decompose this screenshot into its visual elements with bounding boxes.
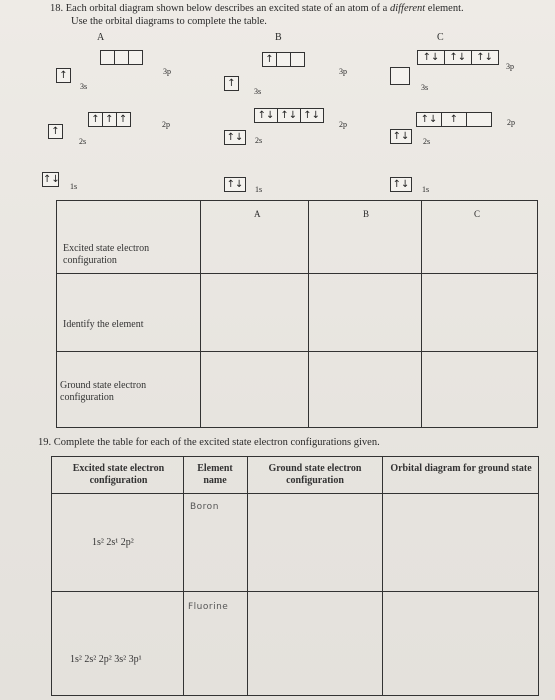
c-1s-label: 1s [422,185,430,194]
b-1s-box-row [224,177,245,192]
a-1s-box-row [42,172,58,187]
table1-header-b: B [363,209,370,219]
row-label-ground-config: Ground state electron configuration [60,380,147,403]
a-2p-box-1: ↑ [88,112,103,127]
b-3s-box: ↑ [224,76,239,91]
c-2p-box-1: ↑↓ [416,112,442,127]
c-3s-box [390,67,410,85]
b-2p-box-3: ↑↓ [300,108,324,123]
a-3s-box-row [56,68,70,83]
table1-header-a: A [254,209,261,219]
b-2p-box-1: ↑↓ [254,108,278,123]
a-3p-box-1 [100,50,115,65]
row2-element-handwritten: Fluorine [188,602,229,612]
c-3p-label: 3p [506,62,514,71]
row1-orbital-diagram-cell[interactable] [383,494,538,591]
q19-number: 19. [38,437,52,448]
a-3p-box-3 [128,50,143,65]
b-3p-box-3 [290,52,305,67]
a-3s-box: ↑ [56,68,71,83]
c-3p-box-3: ↑↓ [471,50,499,65]
b-3p-box-2 [276,52,291,67]
a-2s-box-row [48,124,62,139]
b-2s-box: ↑↓ [224,130,246,145]
a-2s-label: 2s [79,137,87,146]
diagram-letter-c: C [437,32,444,43]
diagram-letter-a: A [97,32,105,43]
a-2s-box: ↑ [48,124,63,139]
c-2p-box-2: ↑ [441,112,467,127]
a-3p-box-2 [114,50,129,65]
c-2s-box: ↑↓ [390,129,412,144]
row2-ground-config-cell[interactable] [248,592,382,695]
row1-excited-config: 1s² 2s¹ 2p² [92,537,134,548]
table2-header-excited: Excited state electron configuration [72,463,165,486]
q18-number: 18. [50,3,64,14]
a-2p-box-2: ↑ [102,112,117,127]
a-2p-box-3: ↑ [116,112,131,127]
b-1s-label: 1s [255,185,263,194]
a-2p-label: 2p [162,120,170,129]
question-19 [38,437,380,448]
c-2s-box-row [390,129,411,144]
a-3p-boxes [100,50,141,65]
b-3p-label: 3p [339,67,347,76]
a-1s-label: 1s [70,182,78,191]
question-18 [50,2,550,28]
a-1s-box: ↑↓ [43,174,60,185]
c-3s-box-row [390,67,409,85]
q19-text: Complete the table for each of the excited state electron configurations given. [53,437,380,448]
cell-a-identify[interactable] [201,274,308,351]
c-2p-label: 2p [507,118,515,127]
row-label-excited-config: Excited state electron configuration [63,243,150,266]
q18-line1a: Each orbital diagram shown below describes an excited state of an atom of a [65,3,390,14]
c-3p-box-2: ↑↓ [444,50,472,65]
b-1s-box: ↑↓ [224,177,246,192]
c-1s-box-row [390,177,411,192]
q18-line2: Use the orbital diagrams to complete the table. [71,16,267,27]
b-2p-box-2: ↑↓ [277,108,301,123]
c-3p-boxes [417,50,497,65]
q18-line1c: element. [425,3,464,14]
a-2p-boxes [88,112,129,127]
diagram-letter-b: B [275,32,282,43]
q18-emphasis: different [389,3,426,14]
table2-header-ground: Ground state electron configuration [268,463,362,486]
cell-b-identify[interactable] [309,274,421,351]
c-2p-boxes [416,112,490,127]
b-3s-box-row [224,76,238,91]
row2-excited-config: 1s² 2s² 2p² 3s² 3p¹ [70,654,142,665]
c-3s-label: 3s [421,83,429,92]
row1-element-handwritten: Boron [190,502,219,512]
row2-orbital-diagram-cell[interactable] [383,592,538,695]
b-3s-label: 3s [254,87,262,96]
question-18-table [56,200,538,428]
b-3p-box-1: ↑ [262,52,277,67]
b-2p-boxes [254,108,322,123]
a-3p-label: 3p [163,67,171,76]
table1-divider [57,351,537,352]
table2-header-element: Element name [197,463,233,486]
a-3s-label: 3s [80,82,88,91]
table2-header-orbital: Orbital diagram for ground state [390,463,532,474]
b-2p-label: 2p [339,120,347,129]
b-2s-label: 2s [255,136,263,145]
row-label-identify-element: Identify the element [63,319,144,330]
c-1s-box: ↑↓ [390,177,412,192]
b-2s-box-row [224,130,245,145]
cell-c-identify[interactable] [422,274,537,351]
c-3p-box-1: ↑↓ [417,50,445,65]
question-19-table [51,456,539,696]
row1-ground-config-cell[interactable] [248,494,382,591]
c-2s-label: 2s [423,137,431,146]
b-3p-boxes [262,52,303,67]
c-2p-box-3 [466,112,492,127]
table1-header-c: C [474,209,481,219]
